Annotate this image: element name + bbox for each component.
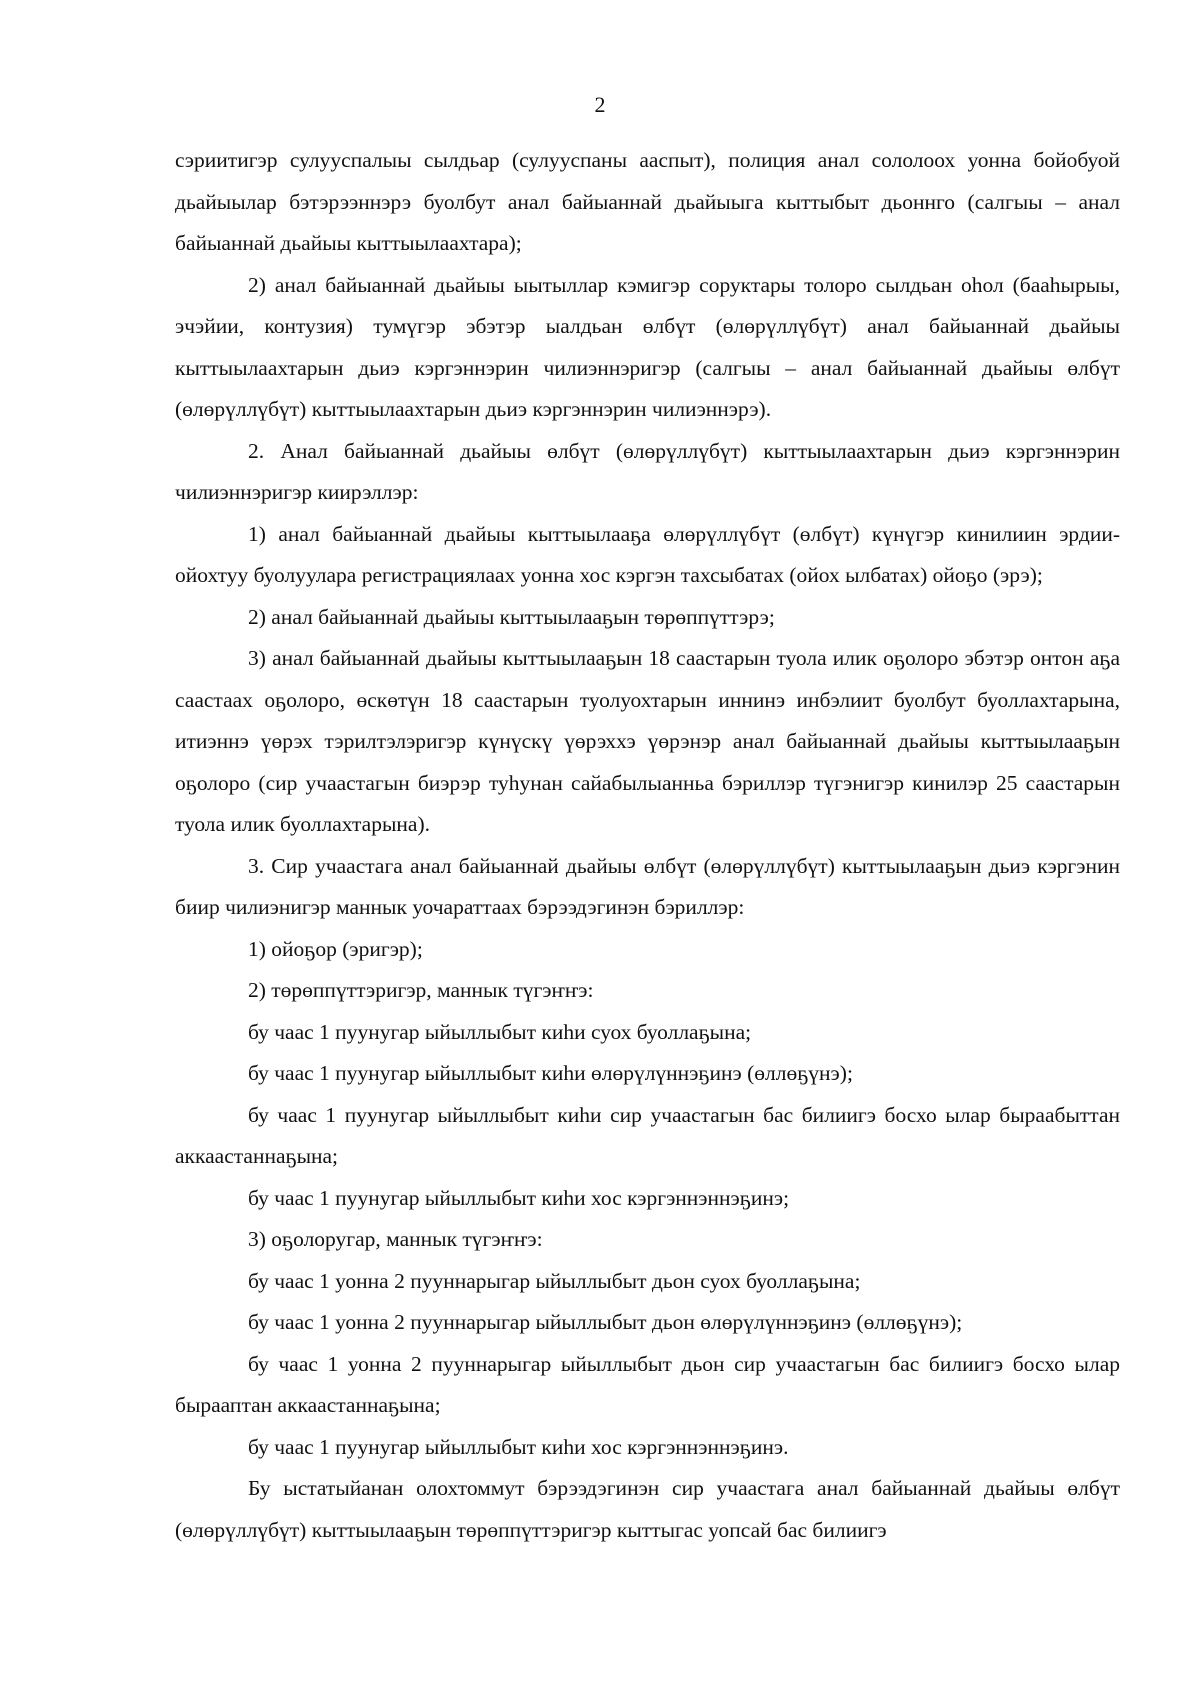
paragraph-item-2-families: 2) анал байыаннай дьайыы ыытыллар кэмигэр соруктары толоро сылдьан оhол (бааhырыы, эчэйии, контузия) тумүгэр эбэтэр ыалдьан өлбүт (өлөрүллүбүт) анал байыаннай дьайыы кыттыылаахтарын дьиэ кэргэннэрин чилиэннэригэр (салгыы – анал байыаннай дьайыы өлбүт (өлөрүллүбүт) кыттыылаахтарын дьиэ кэргэннэрин чилиэннэрэ).: [175, 272, 1120, 421]
paragraph-condition: бу чаас 1 пуунугар ыйыллыбыт киhи хос кэргэннэннэҕинэ.: [248, 1434, 789, 1459]
paragraph-section-3: 3. Сир учаастага анал байыаннай дьайыы өлбүт (өлөрүллүбүт) кыттыылааҕын дьиэ кэргэнин биир чилиэнигэр маннык уочараттаах бэрээдэгинэн бэриллэр:: [175, 853, 1120, 919]
paragraph-section-2: 2. Анал байыаннай дьайыы өлбүт (өлөрүллүбүт) кыттыылаахтарын дьиэ кэргэннэрин чилиэннэригэр киирэллэр:: [175, 438, 1120, 504]
paragraph-condition: бу чаас 1 пуунугар ыйыллыбыт киhи хос кэргэннэннэҕинэ;: [248, 1185, 790, 1210]
paragraph-condition: бу чаас 1 пуунугар ыйыллыбыт киhи сир учаастагын бас билиигэ босхо ылар быраабыттан аккаастаннаҕына;: [175, 1102, 1120, 1168]
paragraph-condition: бу чаас 1 уонна 2 пууннарыгар ыйыллыбыт дьон суох буоллаҕына;: [248, 1268, 861, 1293]
paragraph-item-2-parents: 2) анал байыаннай дьайыы кыттыылааҕын төрөппүттэрэ;: [248, 604, 775, 629]
paragraph-continuation: сэриитигэр сулууспалыы сылдьар (сулууспаны ааспыт), полиция анал сололоох уонна бойобуой дьайыылар бэтэрээннэрэ буолбут анал байыаннай дьайыыга кыттыбыт дьоннго (салгыы – анал байыаннай дьайыы кыттыылаахтара);: [175, 148, 1120, 255]
page-number: 2: [594, 92, 606, 117]
paragraph-condition: бу чаас 1 уонна 2 пууннарыгар ыйыллыбыт дьон сир учаастагын бас билиигэ босхо ылар бырааптан аккаастаннаҕына;: [175, 1351, 1120, 1417]
paragraph-condition: бу чаас 1 пуунугар ыйыллыбыт киhи суох буоллаҕына;: [248, 1019, 752, 1044]
paragraph-item-3-children: 3) анал байыаннай дьайыы кыттыылааҕын 18 саастарын туола илик оҕолоро эбэтэр онтон аҕа саастаах оҕолоро, өскөтүн 18 саастарын туолуохтарын иннинэ инбэлиит буолбут буоллахтарына, итиэннэ үөрэх тэрилтэлэригэр күнүскү үөрэххэ үөрэнэр анал байыаннай дьайыы кыттыылааҕын оҕолоро (сир учаастагын биэрэр туhунан сайабылыанньа бэриллэр түгэнигэр кинилэр 25 саастарын туола илик буоллахтарына).: [175, 646, 1120, 836]
paragraph-condition: бу чаас 1 пуунугар ыйыллыбыт киhи өлөрүлүннэҕинэ (өллөҕүнэ);: [248, 1061, 853, 1085]
paragraph-condition: бу чаас 1 уонна 2 пууннарыгар ыйыллыбыт дьон өлөрүлүннэҕинэ (өллөҕүнэ);: [248, 1310, 963, 1334]
document-body: [175, 140, 1120, 1551]
paragraph-order-2: 2) төрөппүттэригэр, маннык түгэҥҥэ:: [248, 978, 594, 1002]
paragraph-item-1-spouse: 1) анал байыаннай дьайыы кыттыылааҕа өлөрүллүбүт (өлбүт) күнүгэр кинилиин эрдии-ойохтуу буолуулара регистрациялаах уонна хос кэргэн тахсыбатах (ойох ылбатах) ойоҕо (эрэ);: [175, 521, 1120, 587]
paragraph-final: Бу ыстатыйанан олохтоммут бэрээдэгинэн сир учаастага анал байыаннай дьайыы өлбүт (өлөрүллүбүт) кыттыылааҕын төрөппүттэригэр кыттыгас уопсай бас билиигэ: [175, 1476, 1120, 1542]
paragraph-order-1: 1) ойоҕор (эригэр);: [248, 936, 423, 961]
paragraph-order-3: 3) оҕолоругар, маннык түгэҥҥэ:: [248, 1227, 543, 1251]
